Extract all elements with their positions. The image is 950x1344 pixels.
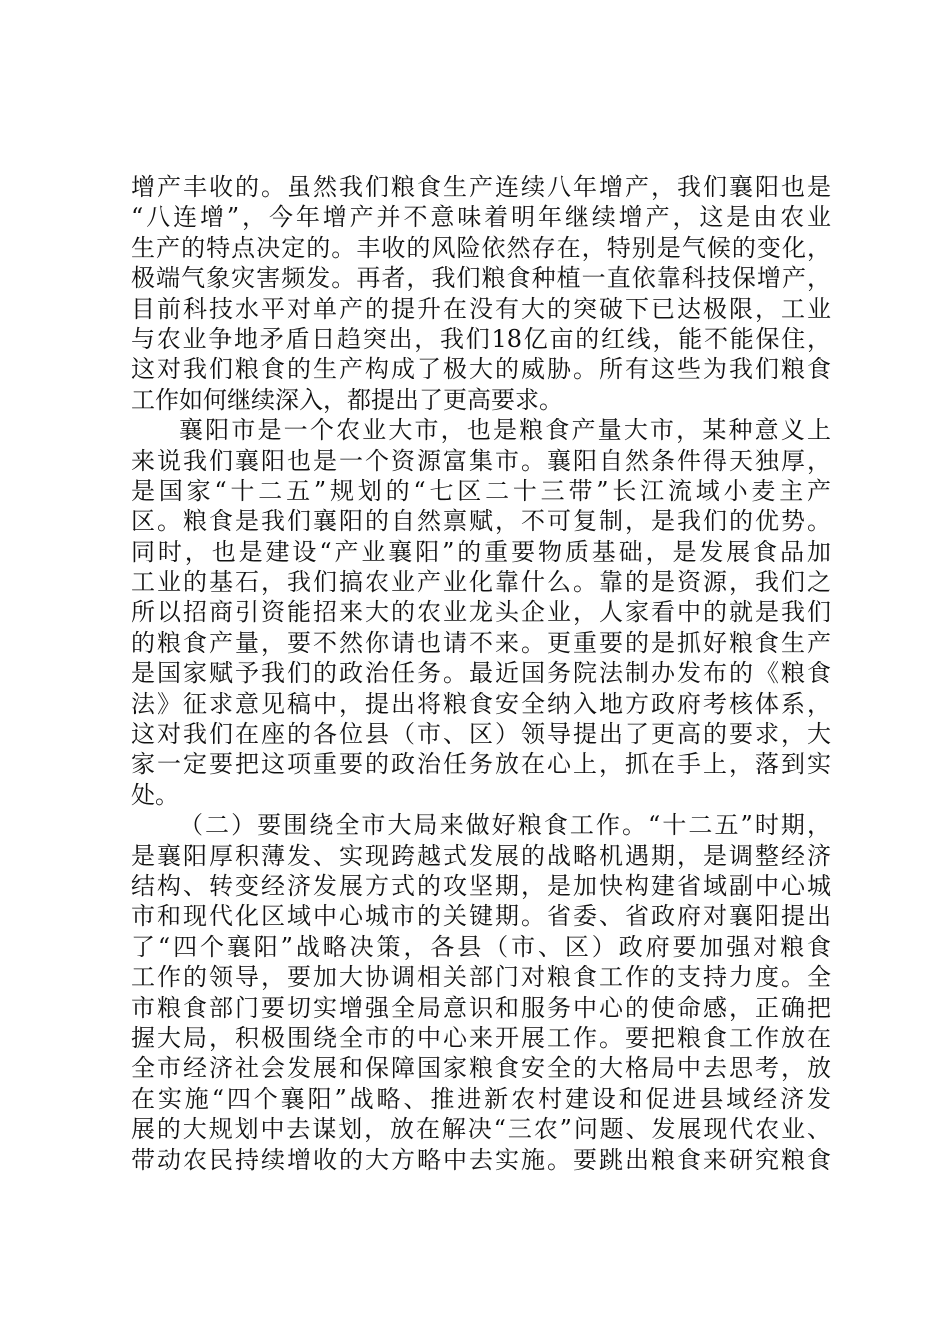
paragraph-3 [131, 810, 831, 1175]
text-line: 工作如何继续深入，都提出了更高要求。 [131, 385, 563, 414]
text-line: 与农业争地矛盾日趋突出，我们18亿亩的红线，能不能保住， [131, 324, 831, 353]
text-line: 展的大规划中去谋划，放在解决“三农”问题、发展现代农业、 [131, 1115, 831, 1144]
text-line: 在实施“四个襄阳”战略、推进新农村建设和促进县域经济发 [131, 1084, 831, 1113]
text-line: 市粮食部门要切实增强全局意识和服务中心的使命感，正确把 [131, 993, 831, 1022]
text-line: 握大局，积极围绕全市的中心来开展工作。要把粮食工作放在 [131, 1023, 831, 1052]
text-line: “八连增”，今年增产并不意味着明年继续增产，这是由农业 [131, 203, 831, 232]
text-line: 这对我们粮食的生产构成了极大的威胁。所有这些为我们粮食 [131, 355, 831, 384]
text-line: 生产的特点决定的。丰收的风险依然存在，特别是气候的变化， [131, 233, 831, 262]
text-line: 家一定要把这项重要的政治任务放在心上，抓在手上，落到实 [131, 750, 831, 779]
text-line: 来说我们襄阳也是一个资源富集市。襄阳自然条件得天独厚， [131, 446, 831, 475]
text-line: 处。 [131, 780, 179, 809]
text-line: 是襄阳厚积薄发、实现跨越式发展的战略机遇期，是调整经济 [131, 841, 831, 870]
text-line: 结构、转变经济发展方式的攻坚期，是加快构建省域副中心城 [131, 871, 831, 900]
text-line: 所以招商引资能招来大的农业龙头企业，人家看中的就是我们 [131, 598, 831, 627]
text-line: 目前科技水平对单产的提升在没有大的突破下已达极限，工业 [131, 294, 831, 323]
text-line: 工作的领导，要加大协调相关部门对粮食工作的支持力度。全 [131, 963, 831, 992]
text-line: （二）要围绕全市大局来做好粮食工作。“十二五”时期， [179, 811, 831, 840]
text-line: 这对我们在座的各位县（市、区）领导提出了更高的要求，大 [131, 720, 831, 749]
text-line: 法》征求意见稿中，提出将粮食安全纳入地方政府考核体系， [131, 689, 831, 718]
text-line: 了“四个襄阳”战略决策，各县（市、区）政府要加强对粮食 [131, 932, 831, 961]
paragraph-2 [131, 415, 831, 810]
text-line: 带动农民持续增收的大方略中去实施。要跳出粮食来研究粮食 [131, 1145, 831, 1174]
text-line: 襄阳市是一个农业大市，也是粮食产量大市，某种意义上 [179, 416, 831, 445]
body-text [131, 172, 831, 1175]
text-line: 是国家“十二五”规划的“七区二十三带”长江流域小麦主产 [131, 476, 831, 505]
text-line: 市和现代化区域中心城市的关键期。省委、省政府对襄阳提出 [131, 902, 831, 931]
text-line: 工业的基石，我们搞农业产业化靠什么。靠的是资源，我们之 [131, 568, 831, 597]
text-line: 是国家赋予我们的政治任务。最近国务院法制办发布的《粮食 [131, 659, 831, 688]
text-line: 增产丰收的。虽然我们粮食生产连续八年增产，我们襄阳也是 [131, 173, 831, 201]
text-line: 同时，也是建设“产业襄阳”的重要物质基础，是发展食品加 [131, 537, 831, 566]
text-line: 极端气象灾害频发。再者，我们粮食种植一直依靠科技保增产， [131, 264, 831, 293]
text-line: 的粮食产量，要不然你请也请不来。更重要的是抓好粮食生产 [131, 628, 831, 657]
text-line: 全市经济社会发展和保障国家粮食安全的大格局中去思考，放 [131, 1054, 831, 1083]
paragraph-1 [131, 172, 831, 415]
text-line: 区。粮食是我们襄阳的自然禀赋，不可复制，是我们的优势。 [131, 507, 831, 536]
